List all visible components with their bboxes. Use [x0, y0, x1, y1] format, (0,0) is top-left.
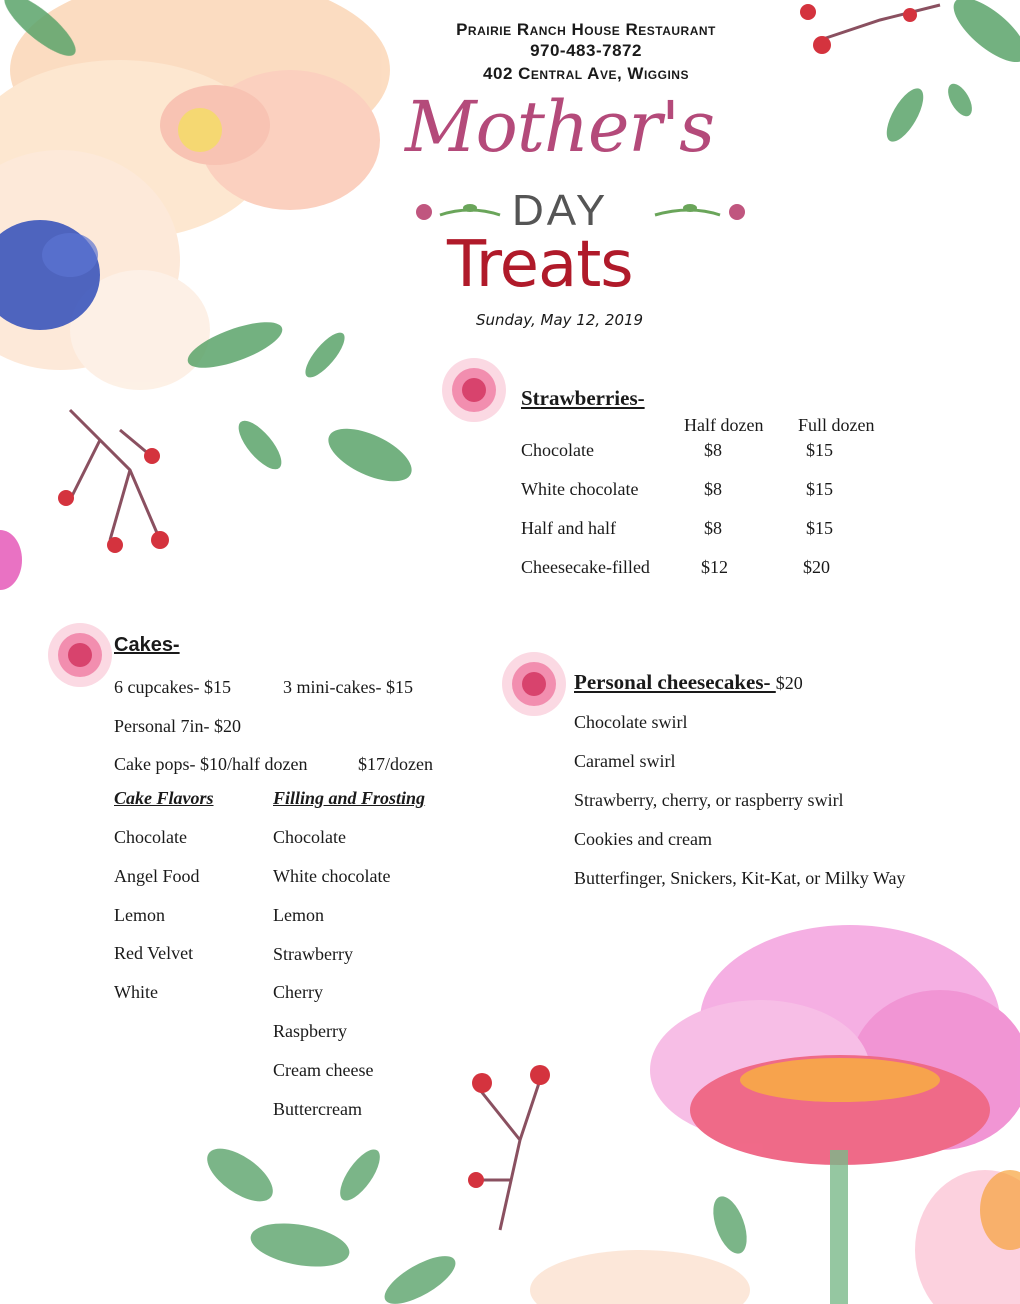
cheesecakes-title: Personal cheesecakes- — [574, 670, 776, 694]
rose-icon — [502, 652, 566, 716]
strawberry-row-half: $12 — [701, 557, 728, 577]
col-full-dozen: Full dozen — [798, 415, 875, 435]
cheesecake-item: Butterfinger, Snickers, Kit-Kat, or Milky Way — [574, 868, 906, 888]
rose-icon — [48, 623, 112, 687]
address: 402 Central Ave, Wiggins — [483, 64, 689, 83]
cakes-title: Cakes- — [114, 634, 180, 656]
title-day: DAY — [512, 186, 609, 235]
strawberry-row-full: $15 — [806, 440, 833, 460]
cheesecake-item: Caramel swirl — [574, 751, 676, 771]
filling-item: Cherry — [273, 982, 323, 1002]
cake-flavor-item: Chocolate — [114, 827, 187, 847]
cheesecake-item: Strawberry, cherry, or raspberry swirl — [574, 790, 844, 810]
day-flourish-left — [416, 204, 500, 220]
cake-flavor-item: Angel Food — [114, 866, 200, 886]
cheesecake-item: Cookies and cream — [574, 829, 712, 849]
cheesecakes-heading — [574, 670, 803, 695]
cake-flavor-item: Red Velvet — [114, 943, 194, 963]
phone-number: 970-483-7872 — [530, 41, 642, 60]
event-date: Sunday, May 12, 2019 — [476, 311, 644, 329]
strawberry-row-full: $20 — [803, 557, 830, 577]
strawberry-row-name: Chocolate — [521, 440, 594, 460]
cake-pops-price: Cake pops- $10/half dozen — [114, 754, 308, 774]
cheesecakes-price: $20 — [775, 673, 803, 693]
strawberry-row-name: Cheesecake-filled — [521, 557, 650, 577]
filling-item: Lemon — [273, 905, 324, 925]
filling-item: Buttercream — [273, 1099, 362, 1119]
filling-item: Raspberry — [273, 1021, 347, 1041]
strawberry-row-half: $8 — [704, 518, 722, 538]
filling-item: Chocolate — [273, 827, 346, 847]
filling-item: Strawberry — [273, 944, 353, 964]
minicakes-price: 3 mini-cakes- $15 — [283, 677, 413, 697]
strawberries-title: Strawberries- — [521, 386, 645, 410]
filling-item: Cream cheese — [273, 1060, 374, 1080]
berries-left — [58, 448, 169, 553]
filling-item: White chocolate — [273, 866, 391, 886]
cake-flavor-item: White — [114, 982, 158, 1002]
day-flourish-right — [655, 204, 745, 220]
pink-flower-bottom-right — [650, 925, 1020, 1165]
strawberry-row-half: $8 — [704, 440, 722, 460]
filling-frosting-title: Filling and Frosting — [273, 788, 426, 808]
cake-pops-dozen-price: $17/dozen — [358, 754, 433, 774]
title-mothers: Mother's — [405, 86, 715, 168]
cheesecake-item: Chocolate swirl — [574, 712, 688, 732]
strawberry-row-half: $8 — [704, 479, 722, 499]
strawberry-row-name: Half and half — [521, 518, 616, 538]
strawberry-row-name: White chocolate — [521, 479, 639, 499]
strawberry-row-full: $15 — [806, 518, 833, 538]
title-treats: Treats — [447, 228, 633, 302]
col-half-dozen: Half dozen — [684, 415, 764, 435]
stems-left — [70, 410, 160, 540]
personal-cake-price: Personal 7in- $20 — [114, 716, 241, 736]
strawberry-row-full: $15 — [806, 479, 833, 499]
cake-flavors-title: Cake Flavors — [114, 788, 214, 808]
rose-icon — [442, 358, 506, 422]
restaurant-name: Prairie Ranch House Restaurant — [456, 20, 716, 39]
cupcakes-price: 6 cupcakes- $15 — [114, 677, 231, 697]
cake-flavor-item: Lemon — [114, 905, 165, 925]
